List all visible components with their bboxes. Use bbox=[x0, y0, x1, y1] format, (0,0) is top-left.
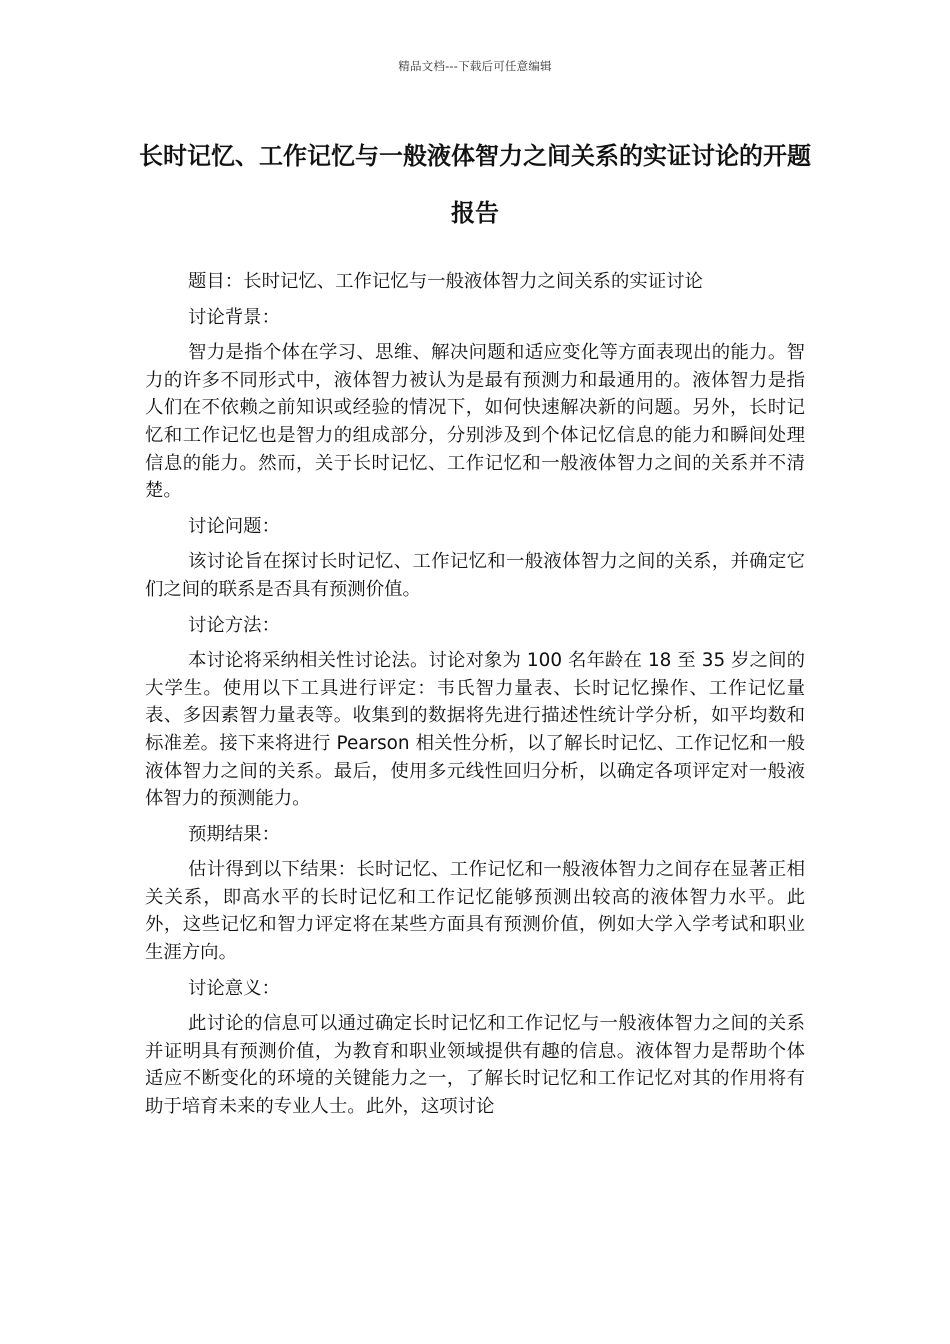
section-heading-expected: 预期结果： bbox=[188, 823, 280, 845]
section-heading-background: 讨论背景： bbox=[188, 306, 280, 328]
question-paragraph: 该讨论旨在探讨长时记忆、工作记忆和一般液体智力之间的关系，并确定它们之间的联系是否具有预测价值。 bbox=[145, 551, 805, 600]
section-heading-method: 讨论方法： bbox=[188, 614, 280, 636]
document-body bbox=[145, 268, 805, 1129]
expected-paragraph: 估计得到以下结果：长时记忆、工作记忆和一般液体智力之间存在显著正相关关系，即高水平的长时记忆和工作记忆能够预测出较高的液体智力水平。此外，这些记忆和智力评定将在某些方面具有预测价值，例如大学入学考试和职业生涯方向。 bbox=[145, 859, 805, 964]
section-heading-question: 讨论问题： bbox=[188, 515, 280, 537]
document-title: 长时记忆、工作记忆与一般液体智力之间关系的实证讨论的开题报告 bbox=[139, 142, 811, 227]
topic-line: 题目：长时记忆、工作记忆与一般液体智力之间关系的实证讨论 bbox=[188, 271, 703, 292]
header-note: 精品文档---下载后可任意编辑 bbox=[398, 59, 552, 73]
section-heading-significance: 讨论意义： bbox=[188, 977, 280, 999]
method-paragraph: 本讨论将采纳相关性讨论法。讨论对象为 100 名年龄在 18 至 35 岁之间的大学生。使用以下工具进行评定：韦氏智力量表、长时记忆操作、工作记忆量表、多因素智力量表等。收集到的数据将先进行描述性统计学分析，如平均数和标准差。接下来将进行 Pearson 相关性分析，以了解长时记忆、工作记忆和一般液体智力之间的关系。最后，使用多元线性回归分析，以确定各项评定对一般液体智力的预测能力。 bbox=[145, 650, 805, 810]
significance-paragraph: 此讨论的信息可以通过确定长时记忆和工作记忆与一般液体智力之间的关系并证明具有预测价值，为教育和职业领域提供有趣的信息。液体智力是帮助个体适应不断变化的环境的关键能力之一，了解长时记忆和工作记忆对其的作用将有助于培育未来的专业人士。此外，这项讨论 bbox=[145, 1013, 805, 1118]
background-paragraph: 智力是指个体在学习、思维、解决问题和适应变化等方面表现出的能力。智力的许多不同形式中，液体智力被认为是最有预测力和最通用的。液体智力是指人们在不依赖之前知识或经验的情况下，如何快速解决新的问题。另外，长时记忆和工作记忆也是智力的组成部分，分别涉及到个体记忆信息的能力和瞬间处理信息的能力。然而，关于长时记忆、工作记忆和一般液体智力之间的关系并不清楚。 bbox=[145, 342, 805, 502]
